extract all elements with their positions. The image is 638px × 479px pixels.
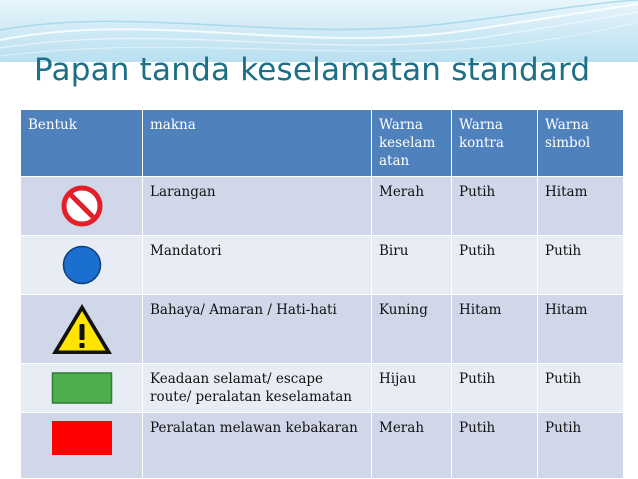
safety-color-cell: Biru xyxy=(372,236,452,295)
meaning-cell: Larangan xyxy=(143,177,372,236)
symbol-color-cell: Putih xyxy=(538,364,624,413)
contrast-color-cell: Hitam xyxy=(452,295,538,364)
safe-condition-sign-icon xyxy=(51,370,113,406)
safety-signs-table xyxy=(20,109,624,479)
contrast-color-cell: Putih xyxy=(452,177,538,236)
warning-sign-icon xyxy=(49,301,115,357)
shape-cell xyxy=(21,177,143,236)
safety-color-cell: Merah xyxy=(372,413,452,479)
header-shape: Bentuk xyxy=(21,110,143,177)
table-row xyxy=(21,413,624,479)
header-meaning: makna xyxy=(143,110,372,177)
meaning-cell: Peralatan melawan kebakaran xyxy=(143,413,372,479)
symbol-color-cell: Hitam xyxy=(538,177,624,236)
mandatory-sign-icon xyxy=(59,242,105,288)
shape-cell xyxy=(21,364,143,413)
shape-cell xyxy=(21,236,143,295)
header-contrast-color: Warna kontra xyxy=(452,110,538,177)
table-header-row xyxy=(21,110,624,177)
symbol-color-cell: Hitam xyxy=(538,295,624,364)
fire-equipment-sign-icon xyxy=(51,419,113,457)
contrast-color-cell: Putih xyxy=(452,364,538,413)
safety-color-cell: Hijau xyxy=(372,364,452,413)
page-title: Papan tanda keselamatan standard xyxy=(34,52,591,88)
symbol-color-cell: Putih xyxy=(538,236,624,295)
meaning-cell: Bahaya/ Amaran / Hati-hati xyxy=(143,295,372,364)
shape-cell xyxy=(21,413,143,479)
shape-cell xyxy=(21,295,143,364)
safety-color-cell: Merah xyxy=(372,177,452,236)
contrast-color-cell: Putih xyxy=(452,413,538,479)
prohibition-sign-icon xyxy=(59,183,105,229)
meaning-cell: Keadaan selamat/ escape route/ peralatan keselamatan xyxy=(143,364,372,413)
meaning-cell: Mandatori xyxy=(143,236,372,295)
header-safety-color: Warna keselam atan xyxy=(372,110,452,177)
safety-color-cell: Kuning xyxy=(372,295,452,364)
table-row xyxy=(21,295,624,364)
table-row xyxy=(21,177,624,236)
header-symbol-color: Warna simbol xyxy=(538,110,624,177)
symbol-color-cell: Putih xyxy=(538,413,624,479)
table-row xyxy=(21,364,624,413)
table-row xyxy=(21,236,624,295)
contrast-color-cell: Putih xyxy=(452,236,538,295)
